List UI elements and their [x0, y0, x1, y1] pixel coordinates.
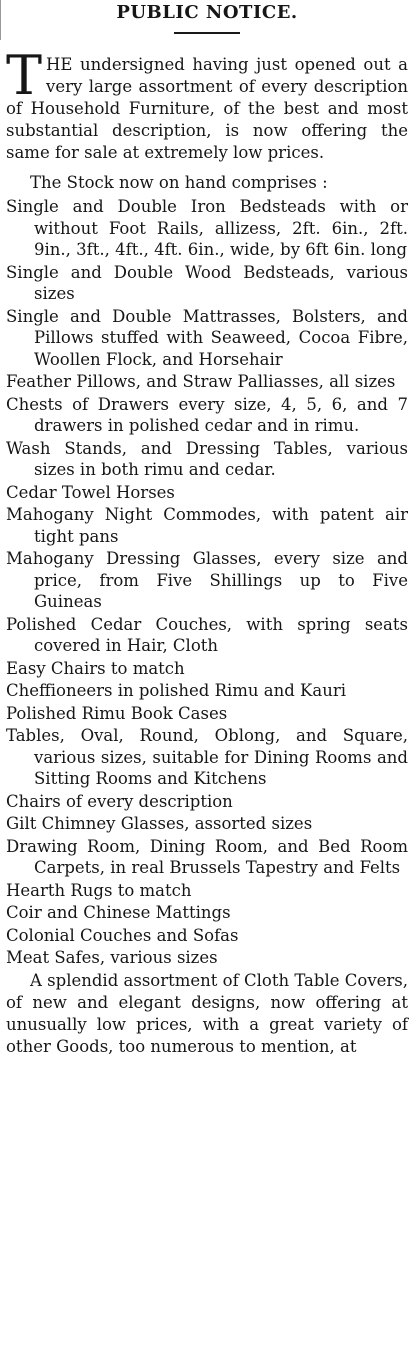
drop-cap: T [6, 44, 43, 107]
list-item: Chests of Drawers every size, 4, 5, 6, and 7 drawers in polished cedar and in rimu. [6, 394, 408, 435]
notice-title: PUBLIC NOTICE. [116, 2, 298, 23]
list-item: Tables, Oval, Round, Oblong, and Square, various sizes, suitable for Dining Rooms and Sitting Rooms and Kitchens [6, 726, 408, 788]
list-item: Mahogany Night Commodes, with patent air tight pans [6, 505, 408, 546]
list-item: Hearth Rugs to match [6, 880, 192, 900]
list-item: Drawing Room, Dining Room, and Bed Room Carpets, in real Brussels Tapestry and Felts [6, 836, 408, 877]
intro-text: HE undersigned having just opened out a very large assortment of every description of Household Furniture, of the best and most substantial description, is now offering the same for sale at extremely low prices. [6, 55, 408, 162]
list-item: Single and Double Iron Bedsteads with or without Foot Rails, allizess, 2ft. 6in., 2ft. 9in., 3ft., 4ft., 4ft. 6in., wide, by 6ft 6in. long [6, 197, 408, 259]
list-item: Gilt Chimney Glasses, assorted sizes [6, 814, 313, 833]
list-item: Easy Chairs to match [6, 658, 185, 678]
list-item: Colonial Couches and Sofas [6, 925, 239, 945]
closing-paragraph: A splendid assortment of Cloth Table Covers, of new and elegant designs, now offering at unusually low prices, with a great variety of other Goods, too numerous to mention, at [6, 970, 408, 1056]
column-border [0, 0, 1, 40]
intro-paragraph [6, 44, 408, 164]
list-item: Mahogany Dressing Glasses, every size and price, from Five Shillings up to Five Guineas [6, 549, 408, 611]
list-item: Polished Rimu Book Cases [6, 703, 228, 723]
list-item: Feather Pillows, and Straw Palliasses, all sizes [6, 372, 396, 391]
list-item: Single and Double Wood Bedsteads, various sizes [6, 262, 408, 303]
list-item: Cheffioneers in polished Rimu and Kauri [6, 681, 347, 700]
list-item: Coir and Chinese Mattings [6, 903, 231, 922]
stock-list [6, 196, 408, 969]
list-item: Chairs of every description [6, 791, 233, 811]
list-item: Wash Stands, and Dressing Tables, various sizes in both rimu and cedar. [6, 438, 408, 479]
stock-lead: The Stock now on hand comprises : [30, 173, 328, 192]
list-item: Single and Double Mattrasses, Bolsters, and Pillows stuffed with Seaweed, Cocoa Fibre, Woollen Flock, and Horsehair [6, 306, 408, 369]
title-rule [174, 32, 240, 34]
list-item: Cedar Towel Horses [6, 482, 175, 502]
list-item: Polished Cedar Couches, with spring seats covered in Hair, Cloth [6, 614, 408, 655]
list-item: Meat Safes, various sizes [6, 948, 218, 967]
